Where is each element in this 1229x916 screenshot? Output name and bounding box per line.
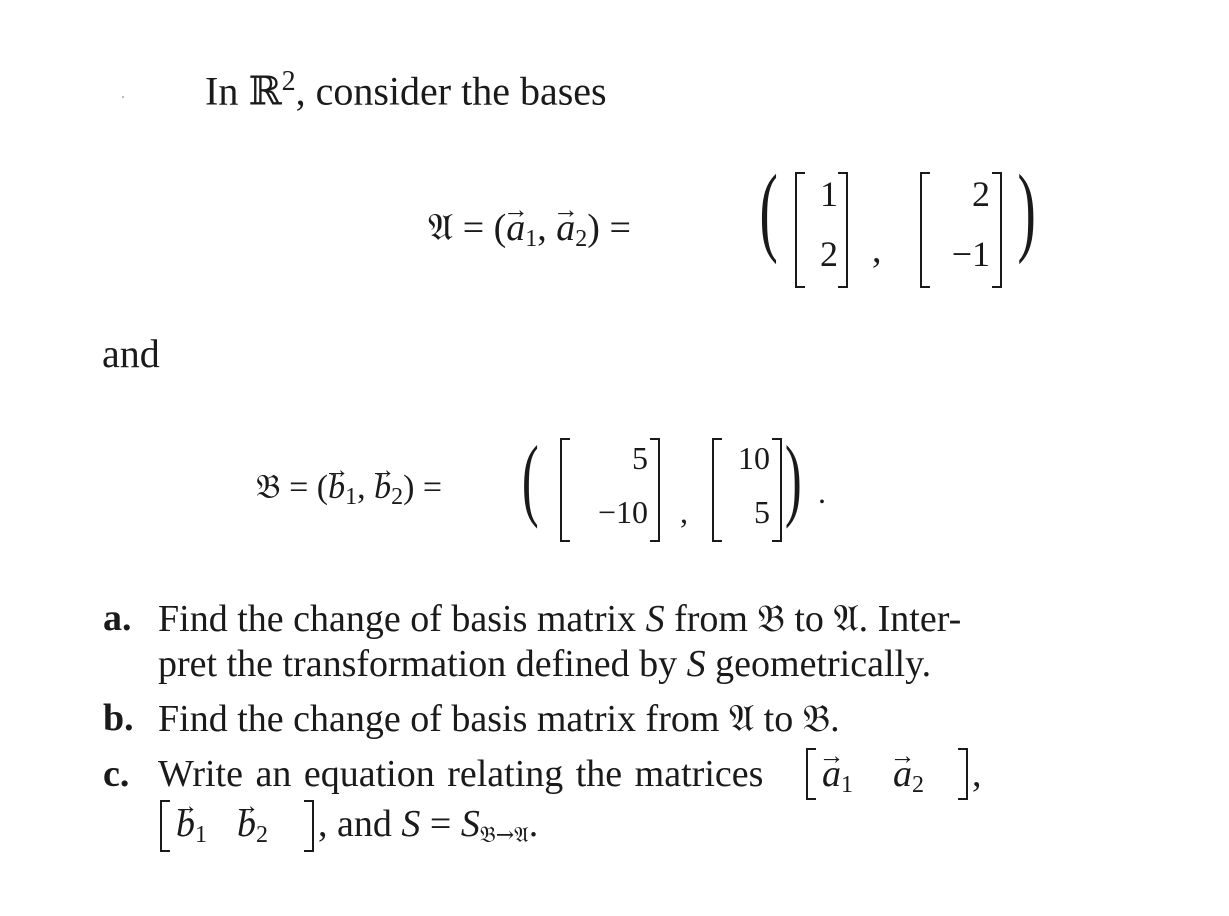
item-c-vector-b2: → b <box>237 800 256 848</box>
item-c-vector-a1: → a <box>822 750 841 798</box>
item-c-matrix-b-left-bracket <box>160 800 170 852</box>
intro-prefix: In <box>205 68 249 114</box>
basis-b-right-paren: ) <box>784 427 802 529</box>
item-b-line <box>158 694 840 743</box>
item-c-matrix-b-right-bracket <box>304 800 314 852</box>
basis-a-vec1-left-bracket <box>795 172 805 288</box>
item-a-line2-start: pret the transformation defined by <box>158 643 687 685</box>
item-a-line2-end: geometrically. <box>705 643 932 685</box>
item-a-basis-a: 𝔄 <box>833 596 859 640</box>
basis-a-symbol: 𝔄 <box>428 205 454 249</box>
item-b-basis-a: 𝔄 <box>728 696 755 740</box>
basis-a-vec1-entry1: 1 <box>820 174 838 214</box>
item-c-comma: , <box>972 753 982 795</box>
basis-b-vec1-entry1: 5 <box>632 440 648 476</box>
item-a-text-from: from <box>664 598 758 640</box>
basis-b-equals: = ( <box>289 469 329 506</box>
basis-b-symbol: 𝔅 <box>256 467 281 507</box>
item-b-basis-b: 𝔅 <box>802 696 831 740</box>
vector-a2-subscript: 2 <box>575 226 588 252</box>
item-c-label: c. <box>103 753 130 795</box>
basis-a-vec2-entry2: −1 <box>951 234 990 274</box>
basis-a-equals: = ( <box>462 207 507 249</box>
basis-a-vec2-left-bracket <box>920 172 930 288</box>
item-a-text-start: Find the change of basis matrix <box>158 598 646 640</box>
basis-a-vec1-entry2: 2 <box>820 234 838 274</box>
basis-a-separator: , <box>537 207 557 249</box>
basis-b-vec2-entry2: 5 <box>754 494 770 530</box>
item-a-text-end: . Inter- <box>858 598 962 640</box>
item-c-matrix-b-content <box>176 800 268 859</box>
item-c-subscript-b-to-a: 𝔅→𝔄 <box>479 823 529 848</box>
item-a-matrix-s: S <box>645 598 665 640</box>
vector-a2: → a <box>556 206 575 250</box>
item-b-text-start: Find the change of basis matrix from <box>158 698 729 740</box>
basis-b-separator: , <box>357 469 375 506</box>
item-c-vector-a2-subscript: 2 <box>912 772 924 798</box>
basis-a-vec1-right-bracket <box>838 172 848 288</box>
basis-a-vec2-entry1: 2 <box>972 174 990 214</box>
vector-b1-subscript: 1 <box>345 484 358 510</box>
item-c-vector-b2-subscript: 2 <box>256 822 268 848</box>
item-c-vector-b1: → b <box>176 800 195 848</box>
basis-a-vec2-right-bracket <box>992 172 1002 288</box>
scan-artifact <box>122 96 124 98</box>
item-c-vector-a2: → a <box>893 750 912 798</box>
item-b-label: b. <box>103 697 134 739</box>
item-c-matrix-s: S <box>401 803 421 845</box>
intro-line <box>205 58 607 115</box>
basis-b-left-paren: ( <box>521 427 539 529</box>
vector-b1: → b <box>328 466 345 510</box>
item-c-vector-a1-subscript: 1 <box>841 772 853 798</box>
vector-a1-subscript: 1 <box>525 226 538 252</box>
item-a-line1 <box>158 594 961 643</box>
basis-a-comma: , <box>872 229 882 271</box>
conjunction-and: and <box>102 331 160 376</box>
intro-suffix: , consider the bases <box>295 68 607 114</box>
item-c-matrix-a-right-bracket <box>958 748 968 800</box>
item-a-label: a. <box>103 597 132 639</box>
item-c-line2-rest <box>318 800 538 860</box>
vector-b2: → b <box>374 466 391 510</box>
basis-a-rhs: ) = <box>587 207 631 249</box>
basis-b-comma: , <box>680 494 688 530</box>
item-a-basis-b: 𝔅 <box>757 596 785 640</box>
basis-a-right-paren: ) <box>1017 154 1036 265</box>
basis-b-vec1-right-bracket <box>650 438 660 542</box>
basis-a-left-paren: ( <box>759 154 778 265</box>
item-c-matrix-a-content <box>822 750 924 809</box>
basis-b-vec2-right-bracket <box>772 438 782 542</box>
basis-b-period: . <box>818 474 826 510</box>
item-c-matrix-a-left-bracket <box>806 748 816 800</box>
vector-b2-subscript: 2 <box>391 484 404 510</box>
item-c-line1: Write an equation relating the matrices <box>158 753 764 795</box>
item-c-equals: = <box>420 803 461 845</box>
dimension-exponent: 2 <box>281 66 296 97</box>
item-c-matrix-s-subscripted: S <box>460 803 480 845</box>
item-a-line2 <box>158 640 931 688</box>
item-a-text-to: to <box>784 598 834 640</box>
item-c-and: , and <box>318 803 402 845</box>
basis-b-rhs: ) = <box>403 469 443 506</box>
item-b-text-to: to <box>754 698 803 740</box>
real-field-symbol: ℝ <box>248 68 282 115</box>
basis-b-vec1-left-bracket <box>560 438 570 542</box>
basis-b-vec2-entry1: 10 <box>738 440 770 476</box>
item-a-line2-matrix-s: S <box>686 643 706 685</box>
item-b-period: . <box>830 698 840 740</box>
basis-b-vec1-entry2: −10 <box>597 494 648 530</box>
vector-a1: → a <box>506 206 525 250</box>
basis-b-lhs <box>256 465 442 519</box>
item-c-vector-b1-subscript: 1 <box>195 822 207 848</box>
basis-a-lhs <box>428 205 631 261</box>
item-c-period: . <box>528 803 539 845</box>
